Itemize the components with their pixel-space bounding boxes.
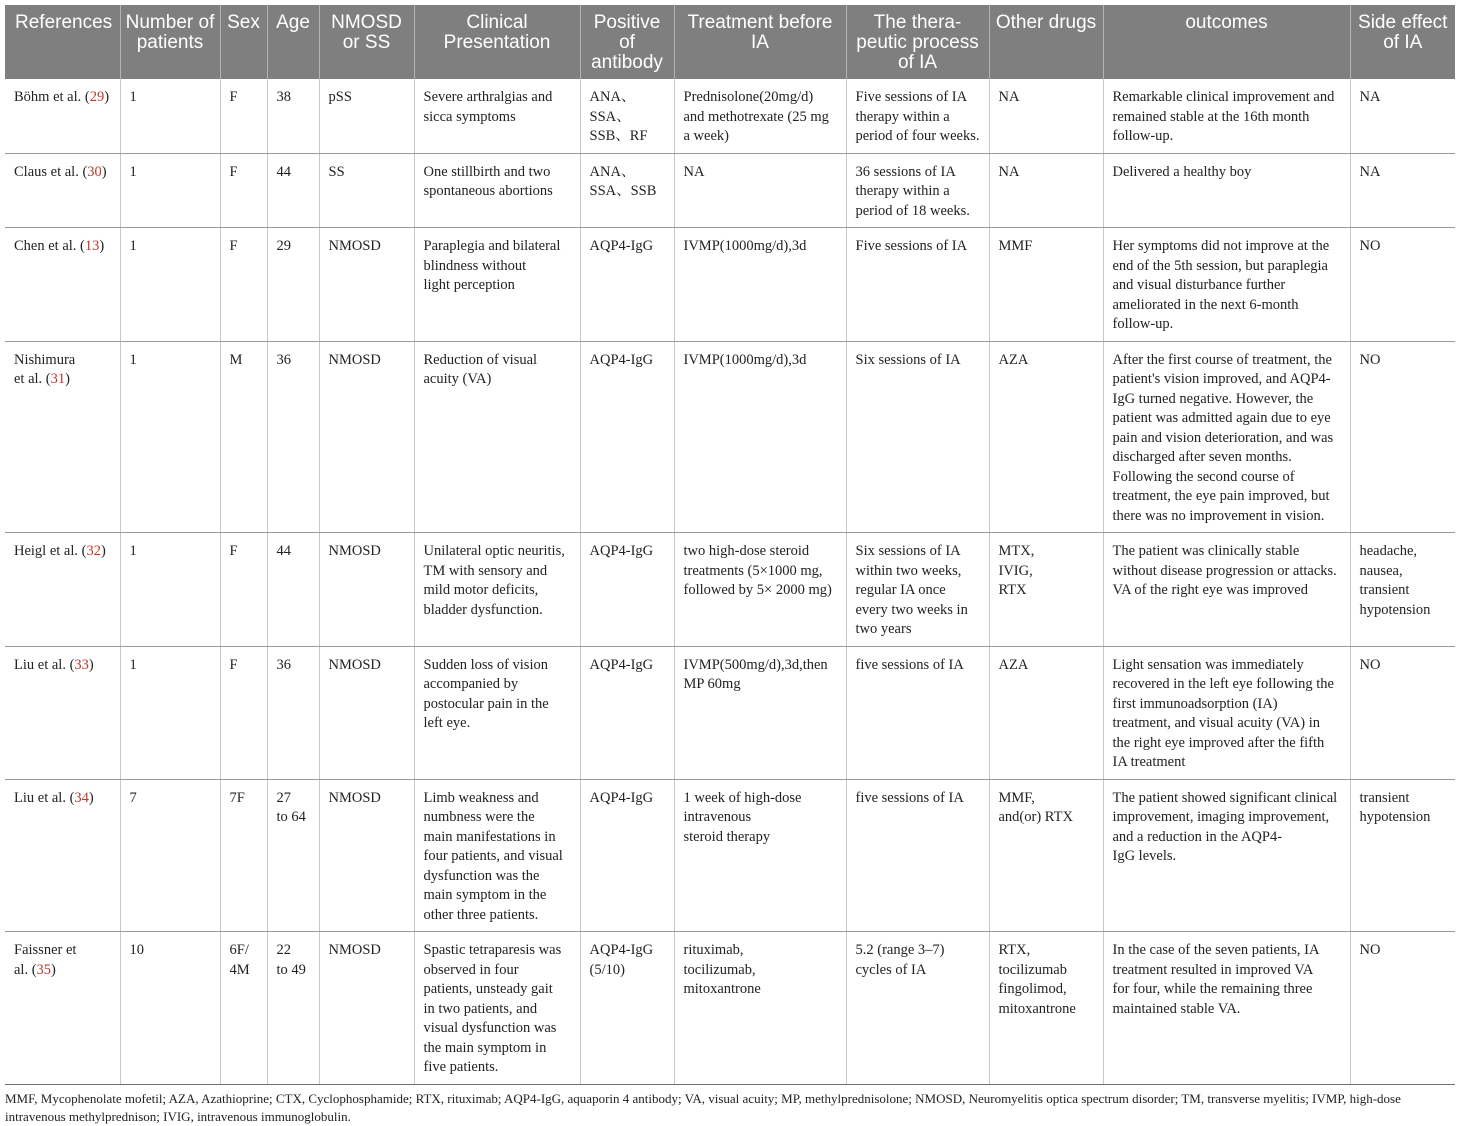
reference-author: Böhm et al. ( (14, 89, 90, 105)
header-sex: Sex (220, 5, 267, 79)
table-row (5, 646, 1455, 779)
table-row (5, 932, 1455, 1085)
cell-age: 36 (267, 646, 319, 779)
cell-positive-antibody: AQP4-IgG (5/10) (580, 932, 674, 1085)
cell-reference (5, 646, 120, 779)
cell-therapeutic-process: five sessions of IA (846, 646, 989, 779)
cell-outcomes: Light sensation was immediately recovered in the left eye following the first immunoadsorption (IA) treatment, and visual acuity (VA) in the right eye improved after the fifth IA treatment (1103, 646, 1350, 779)
data-table (5, 5, 1455, 1085)
cell-clinical-presentation: Limb weakness and numbness were the main manifestations in four patients, and visual dysfunction was the main symptom in the other three patients. (414, 779, 580, 932)
cell-nmosd-or-ss: NMOSD (319, 341, 414, 533)
reference-close: ) (65, 371, 70, 387)
header-row (5, 5, 1455, 79)
cell-number-of-patients: 7 (120, 779, 220, 932)
cell-outcomes: Her symptoms did not improve at the end of the 5th session, but paraplegia and visual disturbance further ameliorated in the next 6-month follow-up. (1103, 228, 1350, 342)
cell-sex: F (220, 153, 267, 228)
cell-positive-antibody: AQP4-IgG (580, 646, 674, 779)
table-row (5, 533, 1455, 647)
cell-other-drugs: MMF (989, 228, 1103, 342)
cell-nmosd-or-ss: SS (319, 153, 414, 228)
reference-number-link[interactable]: 13 (84, 238, 100, 254)
cell-treatment-before-ia: IVMP(1000mg/d),3d (674, 341, 846, 533)
cell-reference (5, 79, 120, 153)
header-age: Age (267, 5, 319, 79)
cell-nmosd-or-ss: NMOSD (319, 228, 414, 342)
cell-number-of-patients: 1 (120, 341, 220, 533)
cell-treatment-before-ia: IVMP(1000mg/d),3d (674, 228, 846, 342)
table-row (5, 228, 1455, 342)
cell-number-of-patients: 1 (120, 79, 220, 153)
header-side-effect: Side effect of IA (1350, 5, 1455, 79)
cell-nmosd-or-ss: pSS (319, 79, 414, 153)
cell-other-drugs: MMF, and(or) RTX (989, 779, 1103, 932)
cell-other-drugs: AZA (989, 341, 1103, 533)
table-row (5, 341, 1455, 533)
cell-side-effect: NA (1350, 153, 1455, 228)
cell-sex: F (220, 79, 267, 153)
cell-clinical-presentation: Severe arthralgias and sicca symptoms (414, 79, 580, 153)
cell-other-drugs: NA (989, 79, 1103, 153)
cell-age: 36 (267, 341, 319, 533)
reference-author: Nishimura et al. ( (14, 351, 76, 387)
reference-close: ) (104, 89, 110, 105)
cell-positive-antibody: AQP4-IgG (580, 228, 674, 342)
cell-outcomes: The patient was clinically stable without disease progression or attacks. VA of the right eye was improved (1103, 533, 1350, 647)
cell-side-effect: headache, nausea, transient hypotension (1350, 533, 1455, 647)
cell-treatment-before-ia: NA (674, 153, 846, 228)
cell-nmosd-or-ss: NMOSD (319, 646, 414, 779)
header-clinical-presentation: Clinical Presentation (414, 5, 580, 79)
cell-age: 44 (267, 533, 319, 647)
cell-other-drugs: RTX, tocilizumab fingolimod, mitoxantrone (989, 932, 1103, 1085)
cell-therapeutic-process: Six sessions of IA within two weeks, regular IA once every two weeks in two years (846, 533, 989, 647)
table-row (5, 779, 1455, 932)
cell-reference (5, 533, 120, 647)
cell-positive-antibody: AQP4-IgG (580, 341, 674, 533)
table-footnote: MMF, Mycophenolate mofetil; AZA, Azathioprine; CTX, Cyclophosphamide; RTX, rituximab; AQP4-IgG, aquaporin 4 antibody; VA, visual acuity; MP, methylprednisolone; NMOSD, Neuromyelitis optica spectrum disorder; TM, transverse myelitis; IVMP, high-dose intravenous methylprednison; IVIG, intravenous immunoglobulin. (5, 1090, 1401, 1124)
cell-side-effect: transient hypotension (1350, 779, 1455, 932)
header-nmosd-or-ss: NMOSD or SS (319, 5, 414, 79)
cell-reference (5, 341, 120, 533)
header-positive-antibody: Positive of antibody (580, 5, 674, 79)
cell-other-drugs: NA (989, 153, 1103, 228)
cell-clinical-presentation: Sudden loss of vision accompanied by postocular pain in the left eye. (414, 646, 580, 779)
cell-age: 27 to 64 (267, 779, 319, 932)
reference-number-link[interactable]: 34 (74, 789, 89, 806)
cell-number-of-patients: 1 (120, 228, 220, 342)
cell-therapeutic-process: 36 sessions of IA therapy within a period of 18 weeks. (846, 153, 989, 228)
cell-reference (5, 153, 120, 228)
reference-author: Chen et al. ( (14, 238, 85, 254)
cell-therapeutic-process: five sessions of IA (846, 779, 989, 932)
cell-sex: 7F (220, 779, 267, 932)
reference-author: Liu et al. ( (14, 789, 75, 806)
cell-therapeutic-process: Six sessions of IA (846, 341, 989, 533)
reference-author: Heigl et al. ( (14, 543, 87, 559)
cell-sex: M (220, 341, 267, 533)
cell-side-effect: NO (1350, 932, 1455, 1085)
cell-outcomes: The patient showed significant clinical improvement, imaging improvement, and a reduction in the AQP4- IgG levels. (1103, 779, 1350, 932)
cell-outcomes: Delivered a healthy boy (1103, 153, 1350, 228)
reference-number-link[interactable]: 31 (50, 371, 66, 387)
cell-clinical-presentation: Reduction of visual acuity (VA) (414, 341, 580, 533)
reference-number-link[interactable]: 29 (89, 89, 105, 105)
cell-positive-antibody: ANA、 SSA、 SSB、RF (580, 79, 674, 153)
cell-positive-antibody: AQP4-IgG (580, 533, 674, 647)
cell-reference (5, 779, 120, 932)
cell-side-effect: NA (1350, 79, 1455, 153)
header-treatment-before-ia: Treatment before IA (674, 5, 846, 79)
cell-nmosd-or-ss: NMOSD (319, 779, 414, 932)
cell-number-of-patients: 1 (120, 153, 220, 228)
cell-age: 29 (267, 228, 319, 342)
reference-close: ) (88, 656, 94, 673)
cell-outcomes: Remarkable clinical improvement and remained stable at the 16th month follow-up. (1103, 79, 1350, 153)
header-outcomes: outcomes (1103, 5, 1350, 79)
cell-sex: F (220, 533, 267, 647)
cell-reference (5, 228, 120, 342)
cell-treatment-before-ia: IVMP(500mg/d),3d,then MP 60mg (674, 646, 846, 779)
reference-close: ) (100, 543, 106, 559)
reference-number-link[interactable]: 33 (74, 656, 89, 673)
cell-age: 38 (267, 79, 319, 153)
reference-number-link[interactable]: 32 (86, 543, 101, 559)
table-row (5, 153, 1455, 228)
cell-age: 44 (267, 153, 319, 228)
cell-sex: 6F/ 4M (220, 932, 267, 1085)
cell-therapeutic-process: Five sessions of IA therapy within a period of four weeks. (846, 79, 989, 153)
cell-sex: F (220, 228, 267, 342)
cell-clinical-presentation: One stillbirth and two spontaneous abortions (414, 153, 580, 228)
cell-nmosd-or-ss: NMOSD (319, 533, 414, 647)
table-body (5, 79, 1455, 1084)
cell-treatment-before-ia: two high-dose steroid treatments (5×1000 mg, followed by 5× 2000 mg) (674, 533, 846, 647)
cell-number-of-patients: 1 (120, 533, 220, 647)
header-other-drugs: Other drugs (989, 5, 1103, 79)
cell-number-of-patients: 1 (120, 646, 220, 779)
table-container (5, 5, 1455, 1126)
cell-number-of-patients: 10 (120, 932, 220, 1085)
cell-other-drugs: MTX, IVIG, RTX (989, 533, 1103, 647)
cell-therapeutic-process: 5.2 (range 3–7) cycles of IA (846, 932, 989, 1085)
reference-number-link[interactable]: 35 (36, 961, 52, 978)
reference-author: Claus et al. ( (14, 163, 88, 180)
cell-treatment-before-ia: 1 week of high-dose intravenous steroid therapy (674, 779, 846, 932)
cell-reference (5, 932, 120, 1085)
cell-clinical-presentation: Spastic tetraparesis was observed in four patients, unsteady gait in two patients, and visual dysfunction was the main symptom in five patients. (414, 932, 580, 1085)
cell-clinical-presentation: Paraplegia and bilateral blindness without light perception (414, 228, 580, 342)
cell-age: 22 to 49 (267, 932, 319, 1085)
cell-side-effect: NO (1350, 341, 1455, 533)
header-number-of-patients: Number of patients (120, 5, 220, 79)
reference-close: ) (99, 238, 105, 254)
cell-side-effect: NO (1350, 646, 1455, 779)
cell-treatment-before-ia: Prednisolone(20mg/d) and methotrexate (25 mg a week) (674, 79, 846, 153)
cell-outcomes: In the case of the seven patients, IA treatment resulted in improved VA for four, while the remaining three maintained stable VA. (1103, 932, 1350, 1085)
reference-close: ) (88, 789, 94, 806)
reference-author: Faissner et al. ( (14, 942, 77, 978)
cell-sex: F (220, 646, 267, 779)
reference-author: Liu et al. ( (14, 656, 75, 673)
reference-number-link[interactable]: 30 (87, 163, 102, 180)
cell-positive-antibody: AQP4-IgG (580, 779, 674, 932)
cell-outcomes: After the first course of treatment, the patient's vision improved, and AQP4- IgG turned negative. However, the patient was admitted again due to eye pain and vision deterioration, and was discharged after seven months. Following the second course of treatment, the eye pain improved, but there was no improvement in vision. (1103, 341, 1350, 533)
cell-positive-antibody: ANA、 SSA、SSB (580, 153, 674, 228)
cell-therapeutic-process: Five sessions of IA (846, 228, 989, 342)
cell-side-effect: NO (1350, 228, 1455, 342)
reference-close: ) (101, 163, 107, 180)
cell-treatment-before-ia: rituximab, tocilizumab, mitoxantrone (674, 932, 846, 1085)
header-therapeutic-process: The thera-peutic process of IA (846, 5, 989, 79)
cell-clinical-presentation: Unilateral optic neuritis, TM with sensory and mild motor deficits, bladder dysfunction. (414, 533, 580, 647)
table-row (5, 79, 1455, 153)
header-references: References (5, 5, 120, 79)
cell-nmosd-or-ss: NMOSD (319, 932, 414, 1085)
cell-other-drugs: AZA (989, 646, 1103, 779)
reference-close: ) (51, 961, 56, 978)
